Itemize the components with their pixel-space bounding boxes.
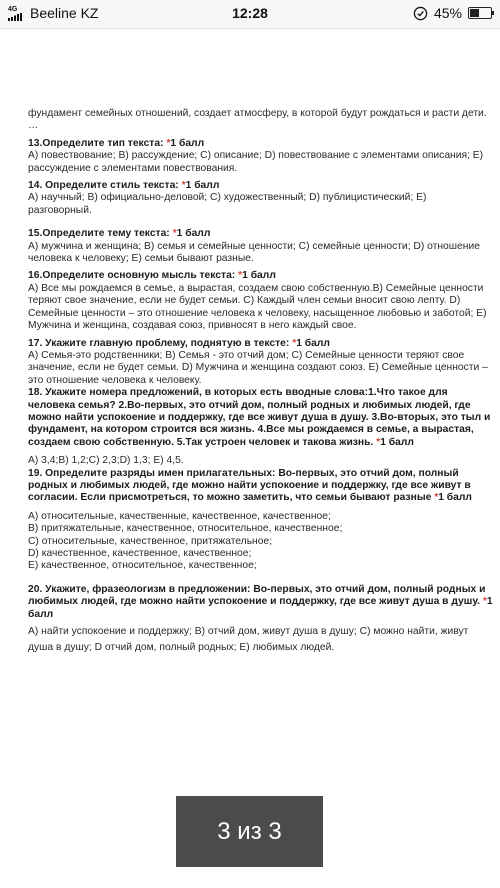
- question-title: 16.Определите основную мысль текста:: [28, 270, 239, 282]
- question-20: [28, 584, 493, 656]
- intro-text: фундамент семейных отношений, создает атмосферу, в которой будут рождаться и расти дети. …: [28, 108, 487, 132]
- document-body: [28, 108, 493, 656]
- question-title: 18. Укажите номера предложений, в которых есть вводные слова:1.Что такое для человека семья? 2.Во-первых, это отчий дом, полный родных и любимых людей, где можно найти успокоение и поддержку, где все живут душа в душу. 3.Во-вторых, это тыл и фундамент, на котором строится вся жизнь. 4.Все мы рождаемся в семье, а вырастая, создаем свою собственную. 5.Так устроен человек и такова жизнь.: [28, 387, 491, 448]
- question-title: 17. Укажите главную проблему, поднятую в тексте:: [28, 337, 293, 349]
- points-label: 1 балл: [28, 596, 493, 620]
- points-label: 1 балл: [296, 337, 330, 349]
- answer-option: В) притяжательные, качественное, относительное, качественное;: [28, 523, 343, 535]
- answer-options: А) Семья-это родственники; В) Семья - это отчий дом; С) Семейные ценности теряют свое значение, если не будет семьи. D) Мужчина и женщина создают союз. Е) Семейные ценности – это отношение человека к человеку.: [28, 349, 488, 386]
- answer-options: А) Все мы рождаемся в семье, а вырастая, создаем свою собственную.В) Семейные ценности теряют свое значение, если не будет семьи. С) Каждый член семьи вносит свою лепту. D) Семейные ценности – это отношение человека к человеку, насыщенное любовью и заботой; Е) Мужчина и женщина, создавая союз, привносят в него каждый свое.: [28, 282, 487, 332]
- status-right: [413, 5, 492, 21]
- points-label: 1 балл: [176, 228, 211, 240]
- required-star: *: [181, 180, 186, 192]
- points-label: 1 балл: [170, 137, 205, 149]
- question-15: [28, 228, 493, 265]
- points-label: 1 балл: [242, 270, 276, 282]
- answer-options: А) научный; В) официально-деловой; С) художественный; D) публицистический; Е) разговорный.: [28, 192, 427, 216]
- clock: 12:28: [232, 5, 268, 21]
- answer-option: А) относительные, качественные, качественное, качественное;: [28, 510, 331, 522]
- battery-level: [470, 9, 479, 17]
- required-star: *: [482, 596, 487, 608]
- question-16: [28, 270, 493, 332]
- points-label: 1 балл: [438, 492, 472, 504]
- carrier-name: Beeline KZ: [30, 5, 99, 21]
- network-type: 4G: [8, 5, 18, 13]
- answer-options: А) повествование; В) рассуждение; С) описание; D) повествование с элементами описания; Е) рассуждение с элементами повествования.: [28, 150, 484, 174]
- answer-options: А) найти успокоение и поддержку; В) отчий дом, живут душа в душу; С) можно найти, живут душа в душу; D отчий дом, полный родных; Е) любимых людей.: [28, 626, 469, 654]
- page-indicator[interactable]: 3 из 3: [176, 796, 323, 867]
- answer-options: А) мужчина и женщина; В) семья и семейные ценности; С) семейные ценности; D) отношение человека к человеку; Е) семьи бывают разные.: [28, 240, 480, 265]
- battery-percent: 45%: [433, 5, 462, 21]
- alarm-icon: [413, 6, 428, 21]
- answer-option: С) относительные, качественное, притяжательное;: [28, 535, 273, 547]
- required-star: *: [292, 337, 297, 349]
- answer-option: D) качественное, качественное, качественное;: [28, 548, 252, 559]
- question-14: [28, 180, 493, 217]
- question-18: [28, 387, 493, 467]
- question-title: 13.Определите тип текста:: [28, 137, 167, 149]
- question-17: [28, 338, 493, 388]
- required-star: *: [166, 137, 171, 149]
- required-star: *: [376, 436, 381, 448]
- question-title: 15.Определите тему текста:: [28, 228, 173, 240]
- question-title: 19. Определите разряды имен прилагательных: Во-первых, это отчий дом, полный родных и любимых людей, где можно найти успокоение и поддержку, где все живут в согласии. Если присмотреться, то можно заметить, что семьи бывают разные: [28, 467, 471, 504]
- answer-options: А) 3,4;В) 1,2;С) 2,3;D) 1,3; Е) 4,5.: [28, 455, 184, 467]
- required-star: *: [238, 270, 243, 282]
- status-bar: [0, 0, 500, 29]
- points-label: 1 балл: [185, 180, 220, 192]
- points-label: 1 балл: [380, 436, 414, 448]
- question-title: 20. Укажите, фразеологизм в предложении: Во-первых, это отчий дом, полный родных и любимых людей, где можно найти успокоение и поддержку, где все живут душа в душу.: [28, 583, 486, 608]
- question-19: [28, 468, 493, 573]
- required-star: *: [434, 492, 439, 504]
- required-star: *: [172, 228, 177, 240]
- question-13: [28, 138, 493, 175]
- question-title: 14. Определите стиль текста:: [28, 180, 182, 192]
- battery-icon: [468, 7, 492, 19]
- answer-option: Е) качественное, относительное, качественное;: [28, 560, 257, 572]
